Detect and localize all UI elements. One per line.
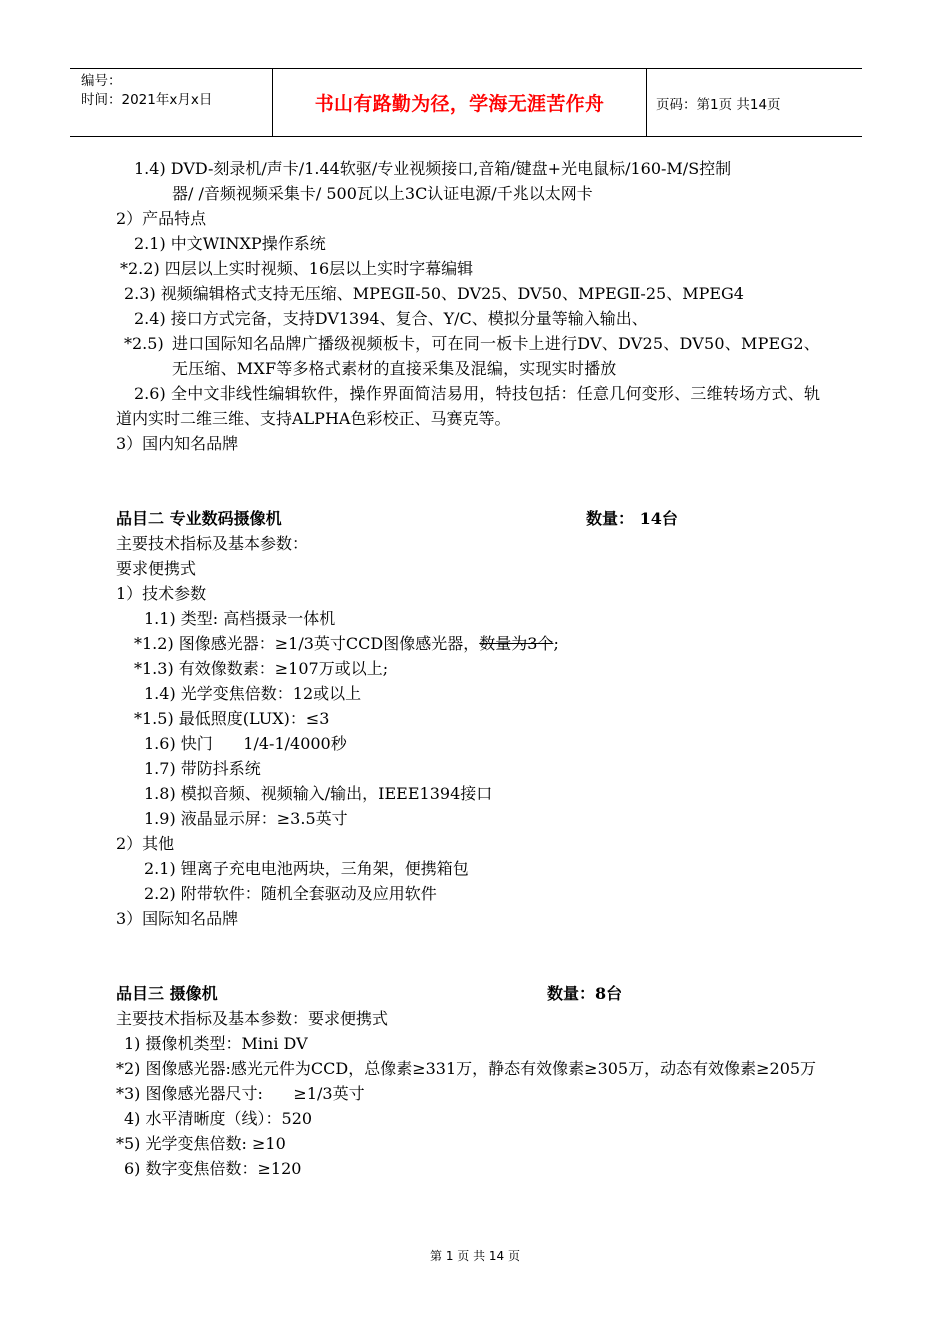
section-heading: 2）其他 bbox=[116, 834, 175, 853]
spec-line: 1.9) 液晶显示屏：≥3.5英寸 bbox=[144, 809, 348, 828]
spec-text: 进口国际知名品牌广播级视频板卡，可在同一板卡上进行DV、DV25、DV50、MPEG2、无压缩、MXF等多格式素材的直接采集及混编，实现实时播放 bbox=[172, 334, 820, 378]
item-title: 品目三 摄像机 bbox=[116, 984, 218, 1003]
spec-text: *1.2) 图像感光器：≥1/3英寸CCD图像感光器， bbox=[134, 634, 480, 653]
spec-line: 2.1) 中文WINXP操作系统 bbox=[134, 234, 326, 253]
section-heading: 2）产品特点 bbox=[116, 209, 207, 228]
spec-line: 1.8) 模拟音频、视频输入/输出，IEEE1394接口 bbox=[144, 784, 493, 803]
section-heading: 1）技术参数 bbox=[116, 584, 207, 603]
header-time: 时间：2021年x月x日 bbox=[81, 92, 213, 108]
spec-line: 4) 水平清晰度（线）：520 bbox=[124, 1109, 313, 1128]
struck-text: 数量为3个 bbox=[479, 634, 554, 653]
spec-block bbox=[116, 331, 820, 381]
spec-paragraph: *2) 图像感光器:感光元件为CCD，总像素≥331万，静态有效像素≥305万，动态有效像素≥205万 bbox=[116, 1059, 817, 1078]
item-quantity: 数量： 14台 bbox=[586, 509, 678, 528]
spec-line: 2.3) 视频编辑格式支持无压缩、MPEGⅡ-50、DV25、DV50、MPEGⅡ-25、MPEG4 bbox=[124, 284, 744, 303]
page-header bbox=[70, 68, 862, 137]
spec-line: *5) 光学变焦倍数: ≥10 bbox=[116, 1134, 286, 1153]
spec-line bbox=[116, 631, 820, 656]
spec-line: 1.1) 类型: 高档摄录一体机 bbox=[144, 609, 336, 628]
item-intro: 主要技术指标及基本参数： bbox=[116, 534, 309, 553]
spec-line: *2.2) 四层以上实时视频、16层以上实时字幕编辑 bbox=[120, 259, 474, 278]
spec-line: 1.7) 带防抖系统 bbox=[144, 759, 261, 778]
spec-line: 1) 摄像机类型：Mini DV bbox=[124, 1034, 308, 1053]
spec-line: *3) 图像感光器尺寸: ≥1/3英寸 bbox=[116, 1084, 365, 1103]
spec-line: 1.4) 光学变焦倍数：12或以上 bbox=[144, 684, 362, 703]
header-meta bbox=[70, 69, 273, 136]
spec-number: *2.5) bbox=[124, 334, 164, 353]
item-title: 品目二 专业数码摄像机 bbox=[116, 509, 282, 528]
header-page-number: 页码：第1页 共14页 bbox=[656, 96, 781, 113]
spec-line: 6) 数字变焦倍数：≥120 bbox=[124, 1159, 302, 1178]
item-intro: 主要技术指标及基本参数：要求便携式 bbox=[116, 1009, 389, 1028]
document-body bbox=[116, 156, 820, 1181]
page-footer: 第 1 页 共 14 页 bbox=[430, 1249, 520, 1263]
spec-line: *1.5) 最低照度(LUX)：≤3 bbox=[134, 709, 330, 728]
spec-line: *1.3) 有效像数素：≥107万或以上; bbox=[134, 659, 389, 678]
header-number: 编号： bbox=[81, 73, 122, 89]
item-note: 要求便携式 bbox=[116, 559, 197, 578]
spec-line: 2.1) 锂离子充电电池两块，三角架，便携箱包 bbox=[144, 859, 469, 878]
section-heading: 3）国际知名品牌 bbox=[116, 909, 239, 928]
spec-text: ; bbox=[553, 634, 559, 653]
item-title-row bbox=[116, 981, 820, 1006]
spec-line: 1.6) 快门 1/4-1/4000秒 bbox=[144, 734, 347, 753]
spec-line: 器/ /音频视频采集卡/ 500瓦以上3C认证电源/千兆以太网卡 bbox=[172, 184, 593, 203]
section-heading: 3）国内知名品牌 bbox=[116, 434, 239, 453]
spec-line: 1.4) DVD-刻录机/声卡/1.44软驱/专业视频接口,音箱/键盘+光电鼠标/160-M/S控制 bbox=[134, 159, 732, 178]
spec-line: 2.4) 接口方式完备，支持DV1394、复合、Y/C、模拟分量等输入输出、 bbox=[134, 309, 648, 328]
item-title-row bbox=[116, 506, 820, 531]
spec-line: 2.2) 附带软件：随机全套驱动及应用软件 bbox=[144, 884, 437, 903]
header-motto: 书山有路勤为径，学海无涯苦作舟 bbox=[273, 69, 647, 136]
item-quantity: 数量：8台 bbox=[547, 984, 623, 1003]
spec-paragraph: 2.6) 全中文非线性编辑软件，操作界面简洁易用，特技包括：任意几何变形、三维转场方式、轨道内实时二维三维、支持ALPHA色彩校正、马赛克等。 bbox=[116, 384, 820, 428]
